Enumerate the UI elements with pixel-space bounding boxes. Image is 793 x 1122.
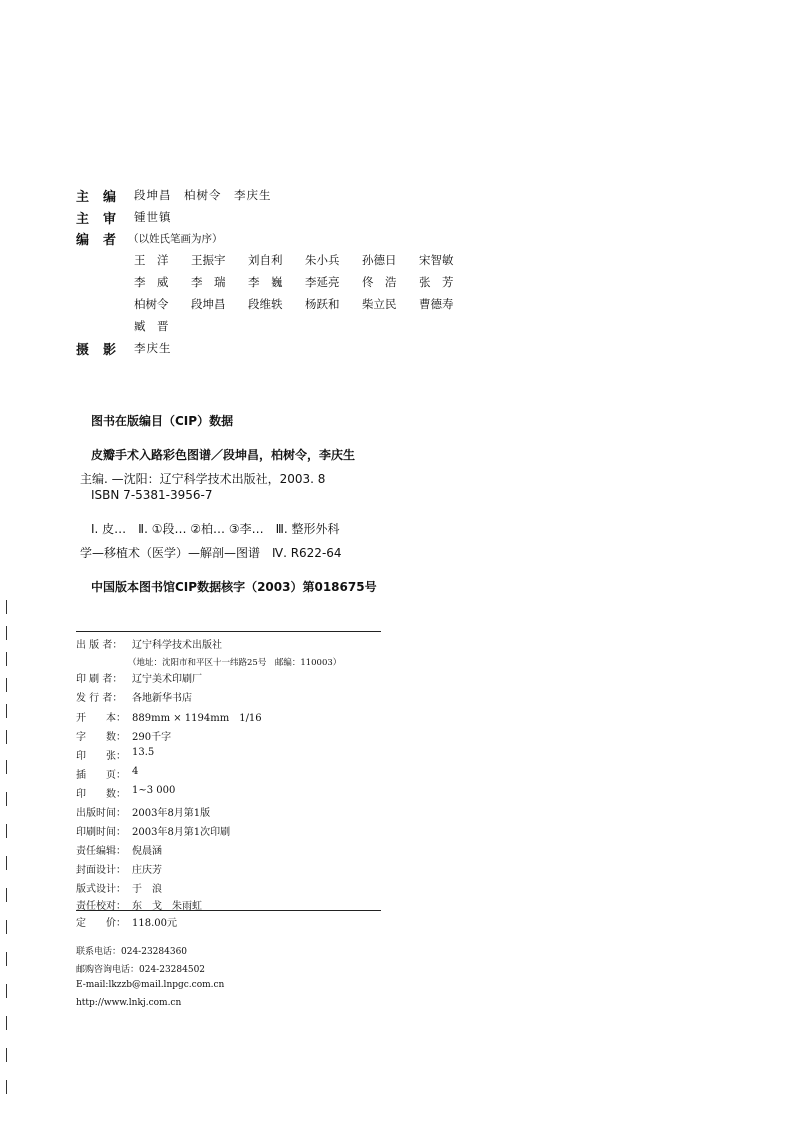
scan-margin-tick [6,824,7,838]
scan-margin-tick [6,856,7,870]
scan-margin-tick [6,1016,7,1030]
author-name: 杨跃和 [305,297,340,311]
author-name: 柏树令 [134,297,169,311]
imprint-label: 出 版 者： [76,640,123,651]
photographer-label: 摄影 [76,343,131,358]
authors-order-note: （以姓氏笔画为序） [128,233,223,245]
imprint-row-wordcount [76,728,171,743]
imprint-label: 版式设计： [76,884,126,895]
imprint-value: 于 浪 [132,884,162,895]
contact-mail-order-phone: 邮购咨询电话：024-23284502 [76,965,206,975]
author-name: 李 瑞 [191,275,226,289]
author-name: 宋智敏 [419,253,454,267]
imprint-label: 印 数： [76,789,126,800]
cip-classification-2: 学—移植术（医学）—解剖—图谱 Ⅳ. R622-64 [80,546,342,560]
chief-editor-label: 主编 [76,190,131,205]
authors-label: 编者 [76,233,131,248]
imprint-label: 出版时间： [76,808,126,819]
cip-publisher-line: 主编. —沈阳：辽宁科学技术出版社，2003. 8 [80,472,326,486]
author-name: 臧 晋 [134,319,169,333]
author-name: 孙德日 [362,253,397,267]
imprint-value: 辽宁科学技术出版社 [132,640,222,651]
imprint-row-sheets [76,747,154,762]
imprint-value: 东 戈 朱雨虹 [132,901,202,912]
scan-margin-tick [6,1048,7,1062]
scan-margin-tick [6,952,7,966]
imprint-row-publisher [76,636,222,651]
authors-row-4 [134,318,191,334]
scan-margin-tick [6,678,7,692]
price-label: 定 价： [76,918,126,929]
author-name: 佟 浩 [362,275,397,289]
imprint-top-rule [76,631,381,632]
authors-row-2 [134,274,476,290]
imprint-value: 290千字 [132,732,172,743]
scan-margin-tick [6,1080,7,1094]
imprint-row-distributor [76,689,192,704]
author-name: 王振宇 [191,253,226,267]
imprint-value: 各地新华书店 [132,693,192,704]
imprint-value: 辽宁美术印刷厂 [132,674,202,685]
imprint-value: 13.5 [132,747,155,758]
imprint-label: 插 页： [76,770,126,781]
cip-classification-1: Ⅰ. 皮… Ⅱ. ①段… ②柏… ③李… Ⅲ. 整形外科 [91,522,340,536]
imprint-value: 4 [132,766,139,777]
scan-margin-tick [6,626,7,640]
scan-margin-tick [6,730,7,744]
imprint-value: 889mm × 1194mm 1/16 [132,713,262,724]
imprint-label: 字 数： [76,732,126,743]
imprint-row-price [76,914,177,929]
scan-margin-tick [6,792,7,806]
imprint-row-printer [76,670,202,685]
author-name: 李延亮 [305,275,340,289]
imprint-label: 印刷时间： [76,827,126,838]
imprint-value: 庄庆芳 [132,865,162,876]
author-name: 柴立民 [362,297,397,311]
author-name: 刘自利 [248,253,283,267]
scan-margin-tick [6,920,7,934]
author-name: 段坤昌 [191,297,226,311]
reviewer-label: 主审 [76,212,131,227]
imprint-value: 2003年8月第1版 [132,808,211,819]
imprint-bottom-rule [76,910,381,911]
contact-phone: 联系电话：024-23284360 [76,947,188,957]
imprint-label: 责任编辑： [76,846,126,857]
cip-heading: 图书在版编目（CIP）数据 [91,414,234,428]
authors-row-3 [134,296,476,312]
price-value: 118.00元 [132,918,177,929]
imprint-label: 封面设计： [76,865,126,876]
imprint-row-pubdate [76,804,210,819]
scan-margin-tick [6,760,7,774]
imprint-row-inserts [76,766,138,781]
imprint-label: 责任校对： [76,901,126,912]
imprint-value: 1~3 000 [132,785,176,796]
scan-margin-tick [6,984,7,998]
authors-row-1 [134,252,476,268]
scan-margin-tick [6,600,7,614]
cip-isbn: ISBN 7-5381-3956-7 [91,488,213,502]
imprint-row-cover-design [76,861,162,876]
imprint-value: 2003年8月第1次印刷 [132,827,231,838]
author-name: 曹德寿 [419,297,454,311]
author-name: 李 威 [134,275,169,289]
imprint-label: 发 行 者： [76,693,123,704]
imprint-publisher-address: （地址：沈阳市和平区十一纬路25号 邮编：110003） [128,658,342,668]
imprint-row-format [76,709,262,724]
photographer-names: 李庆生 [134,341,172,355]
scan-margin-tick [6,704,7,718]
imprint-row-layout-design [76,880,162,895]
cip-title-line: 皮瓣手术入路彩色图谱／段坤昌，柏树令，李庆生 [91,448,356,462]
author-name: 段维轶 [248,297,283,311]
imprint-value: 倪晨涵 [132,846,162,857]
cip-core-number: 中国版本图书馆CIP数据核字（2003）第018675号 [91,580,377,594]
chief-editor-names: 段坤昌 柏树令 李庆生 [134,188,272,202]
author-name: 李 巍 [248,275,283,289]
imprint-label: 开 本： [76,713,126,724]
imprint-row-editor [76,842,162,857]
contact-website: http://www.lnkj.com.cn [76,998,182,1008]
author-name: 朱小兵 [305,253,340,267]
imprint-row-printdate [76,823,230,838]
scan-margin-tick [6,888,7,902]
reviewer-names: 锺世镇 [134,210,172,224]
imprint-row-printrun [76,785,175,800]
contact-email: E-mail:lkzzb@mail.lnpgc.com.cn [76,980,225,990]
scan-margin-tick [6,652,7,666]
author-name: 王 洋 [134,253,169,267]
author-name: 张 芳 [419,275,454,289]
imprint-label: 印 刷 者： [76,674,123,685]
imprint-label: 印 张： [76,751,126,762]
